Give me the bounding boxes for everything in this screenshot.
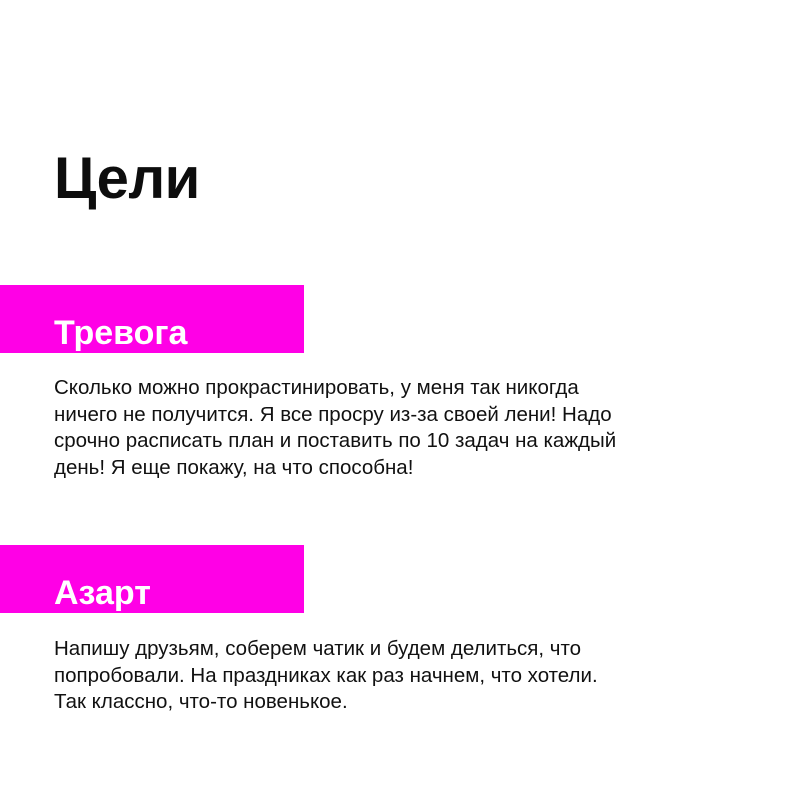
text-line: Напишу друзьям, соберем чатик и будем делиться, что	[54, 637, 582, 660]
text-line: попробовали. На праздниках как раз начнем, что хотели.	[54, 663, 598, 687]
text-line: срочно расписать план и поставить по 10 задач на каждый	[54, 429, 617, 452]
page-title: Цели	[54, 146, 200, 211]
section-label-excitement	[0, 545, 304, 613]
section-text-excitement	[54, 636, 754, 716]
text-line: Так классно, что-то новенькое.	[54, 690, 348, 713]
section-text-anxiety	[54, 375, 754, 481]
section-heading-excitement: Азарт	[54, 574, 151, 612]
section-label-anxiety	[0, 285, 304, 353]
text-line: ничего не получится. Я все просру из-за своей лени! Надо	[54, 402, 612, 426]
text-line: Сколько можно прокрастинировать, у меня так никогда	[54, 376, 579, 399]
text-line: день! Я еще покажу, на что способна!	[54, 455, 414, 479]
section-heading-anxiety: Тревога	[54, 314, 188, 352]
